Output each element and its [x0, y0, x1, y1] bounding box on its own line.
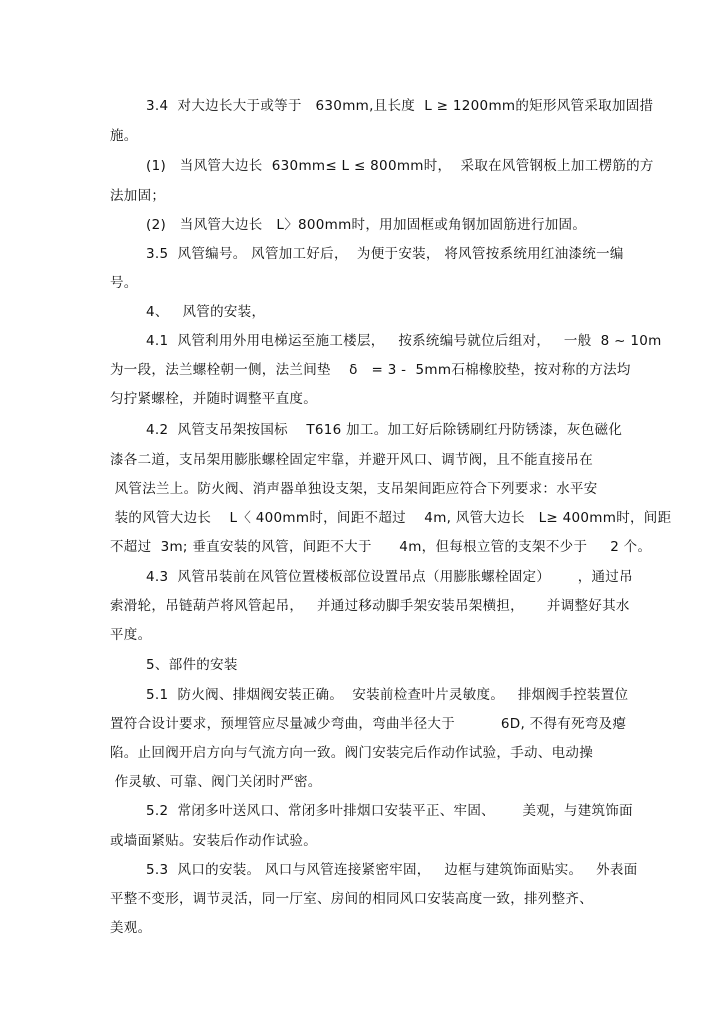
text-line: 5、部件的安装	[146, 657, 238, 673]
text-line: 作灵敏、可靠、阀门关闭时严密。	[110, 774, 322, 790]
text-line: 平度。	[110, 627, 152, 643]
text-line: 陷。止回阀开启方向与气流方向一致。阀门安装完后作动作试验，手动、电动操	[110, 745, 593, 761]
text-line: 4.3 风管吊装前在风管位置楼板部位设置吊点（用膨胀螺栓固定） ，通过吊	[146, 569, 633, 585]
text-line: (1) 当风管大边长 630mm≤ L ≤ 800mm时， 采取在风管钢板上加工楞筋的方	[146, 158, 654, 174]
text-line: 为一段，法兰螺栓朝一侧，法兰间垫 δ = 3 - 5mm石棉橡胶垫，按对称的方法均	[110, 362, 631, 378]
text-line: 或墙面紧贴。安装后作动作试验。	[110, 833, 317, 849]
text-line: 3.5 风管编号。 风管加工好后， 为便于安装， 将风管按系统用红油漆统一编	[146, 246, 624, 262]
text-line: 平整不变形，调节灵活，同一厅室、房间的相同风口安装高度一致，排列整齐、	[110, 891, 593, 907]
text-line: 美观。	[110, 920, 152, 936]
text-line: 4.1 风管利用外用电梯运至施工楼层， 按系统编号就位后组对， 一般 8 ~ 10m	[146, 333, 662, 349]
text-line: 5.3 风口的安装。 风口与风管连接紧密牢固， 边框与建筑饰面贴实。 外表面	[146, 862, 638, 878]
text-line: 匀拧紧螺栓，并随时调整平直度。	[110, 391, 317, 407]
text-line: 风管法兰上。防火阀、消声器单独设支架，支吊架间距应符合下列要求：水平安	[110, 481, 598, 497]
text-line: 5.2 常闭多叶送风口、常闭多叶排烟口安装平正、牢固、 美观，与建筑饰面	[146, 803, 633, 819]
text-line: 号。	[110, 275, 138, 291]
text-line: 3.4 对大边长大于或等于 630mm,且长度 L ≥ 1200mm的矩形风管采取加固措	[146, 98, 654, 114]
text-line: 置符合设计要求，预埋管应尽量减少弯曲，弯曲半径大于 6D, 不得有死弯及瘪	[110, 716, 627, 732]
text-line: 4、 风管的安装，	[146, 304, 266, 320]
text-line: 索滑轮，吊链葫芦将风管起吊， 并通过移动脚手架安装吊架横担， 并调整好其水	[110, 598, 630, 614]
text-line: 法加固；	[110, 188, 166, 204]
text-line: 施。	[110, 128, 138, 144]
text-line: 5.1 防火阀、排烟阀安装正确。 安装前检查叶片灵敏度。 排烟阀手控装置位	[146, 687, 629, 703]
text-line: 4.2 风管支吊架按国标 T616 加工。加工好后除锈刷红丹防锈漆，灰色磁化	[146, 422, 623, 438]
text-line: (2) 当风管大边长 L〉800mm时，用加固框或角钢加固筋进行加固。	[146, 217, 587, 233]
text-line: 不超过 3m; 垂直安装的风管，间距不大于 4m，但每根立管的支架不少于 2 个。	[110, 539, 652, 555]
text-line: 装的风管大边长 L〈 400mm时，间距不超过 4m, 风管大边长 L≥ 400mm时，间距	[110, 510, 672, 526]
text-line: 漆各二道，支吊架用膨胀螺栓固定牢靠，并避开风口、调节阀，且不能直接吊在	[110, 452, 593, 468]
